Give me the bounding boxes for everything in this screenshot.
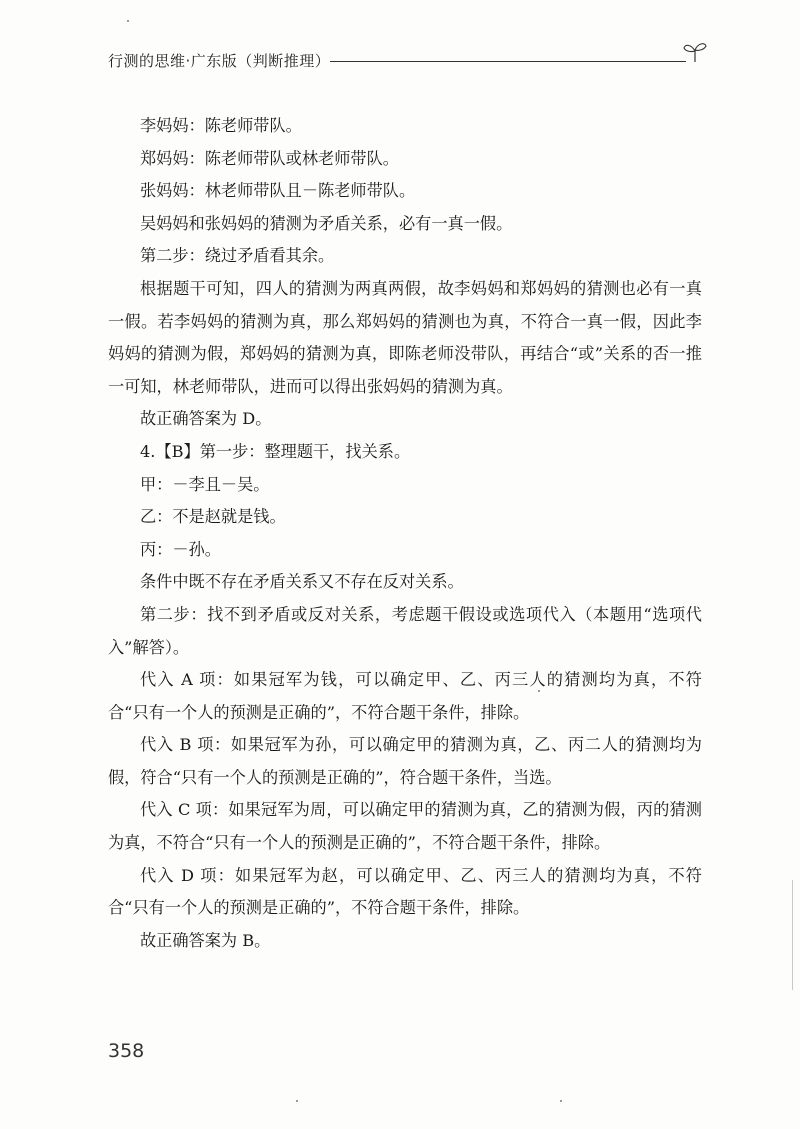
sprout-icon: [682, 40, 708, 64]
paragraph: 第二步：找不到矛盾或反对关系，考虑题干假设或选项代入（本题用“选项代入”解答）。: [108, 604, 702, 657]
paragraph: 代入 B 项：如果冠军为孙，可以确定甲的猜测为真，乙、丙二人的猜测均为假，符合“只有一个人的预测是正确的”，符合题干条件，当选。: [108, 735, 702, 787]
paragraph: 吴妈妈和张妈妈的猜测为矛盾关系，必有一真一假。: [140, 213, 513, 233]
paragraph: 代入 A 项：如果冠军为钱，可以确定甲、乙、丙三人的猜测均为真，不符合“只有一个人的预测是正确的”，不符合题干条件，排除。: [108, 670, 702, 722]
running-header: [108, 36, 708, 76]
paragraph: 甲：－李且－吴。: [140, 474, 270, 494]
paragraph: 李妈妈：陈老师带队。: [140, 116, 302, 135]
scan-speck: [127, 20, 129, 22]
scan-speck: [296, 1100, 298, 1102]
page-number: 358: [108, 1040, 145, 1062]
paragraph: 条件中既不存在矛盾关系又不存在反对关系。: [140, 572, 464, 592]
header-rule: [330, 61, 686, 62]
paragraph: 郑妈妈：陈老师带队或林老师带队。: [140, 148, 399, 168]
paragraph: 张妈妈：林老师带队且－陈老师带队。: [140, 181, 416, 201]
paragraph: 乙：不是赵就是钱。: [140, 507, 286, 527]
book-title: 行测的思维·广东版（判断推理）: [108, 52, 331, 70]
paragraph: 代入 C 项：如果冠军为周，可以确定甲的猜测为真，乙的猜测为假，丙的猜测为真，不符合“只有一个人的预测是正确的”，不符合题干条件，排除。: [108, 800, 702, 853]
paragraph: 根据题干可知，四人的猜测为两真两假，故李妈妈和郑妈妈的猜测也必有一真一假。若李妈妈的猜测为真，那么郑妈妈的猜测也为真，不符合一真一假，因此李妈妈的猜测为假，郑妈妈的猜测为真，即陈老师没带队，再结合“或”关系的否一推一可知，林老师带队，进而可以得出张妈妈的猜测为真。: [108, 278, 702, 396]
paragraph: 代入 D 项：如果冠军为赵，可以确定甲、乙、丙三人的猜测均为真，不符合“只有一个人的预测是正确的”，不符合题干条件，排除。: [108, 865, 702, 918]
scan-speck: [538, 690, 540, 692]
paragraph: 第二步：绕过矛盾看其余。: [140, 246, 335, 266]
paragraph: 故正确答案为 B。: [140, 930, 271, 950]
question-heading: 4.【B】第一步：整理题干，找关系。: [140, 441, 411, 461]
scan-speck: [560, 1100, 562, 1102]
paragraph: 故正确答案为 D。: [140, 409, 272, 429]
paragraph: 丙：－孙。: [140, 539, 221, 559]
answer-explanation: [108, 110, 702, 957]
scan-edge: [792, 880, 793, 990]
